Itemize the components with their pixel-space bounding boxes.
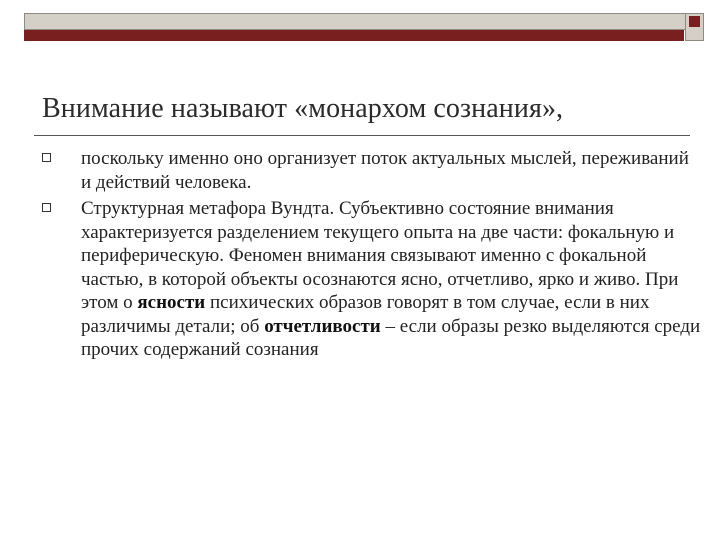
bold-term-clarity: ясности — [137, 292, 206, 313]
bullet-item-2 — [42, 197, 702, 362]
bullet-text-1 — [81, 147, 702, 194]
hollow-square-bullet-icon — [42, 203, 51, 212]
bullet-text-2 — [81, 197, 702, 362]
header-red-bar — [24, 30, 684, 41]
bullet-1-segment-1: поскольку именно оно организует поток актуальных мыслей, переживаний и действий человека. — [81, 148, 689, 193]
header-gray-bar — [24, 13, 704, 30]
bullet-list — [42, 147, 702, 362]
header-corner-box — [685, 13, 704, 41]
corner-red-square — [689, 16, 700, 27]
bullet-2-segment-5: – если образы резко выделяются среди прочих содержаний сознания — [81, 315, 701, 360]
bullet-item-1 — [42, 147, 702, 194]
bold-term-distinctness: отчетливости — [264, 315, 381, 337]
title-divider — [34, 135, 690, 136]
hollow-square-bullet-icon — [42, 153, 51, 162]
bullet-2-segment-3: психических образов говорят в том случае, если в них различимы детали; об — [81, 292, 650, 337]
slide-title: Внимание называют «монархом сознания», — [42, 93, 564, 124]
bullet-2-segment-1: Структурная метафора Вундта. Субъективно состояние внимания характеризуется разделением текущего опыта на две части: фокальную и периферическую. Феномен внимания связывают именно с фокальной частью, в которой объекты осознаются ясно, отчетливо, ярко и живо. При этом о — [81, 198, 679, 313]
